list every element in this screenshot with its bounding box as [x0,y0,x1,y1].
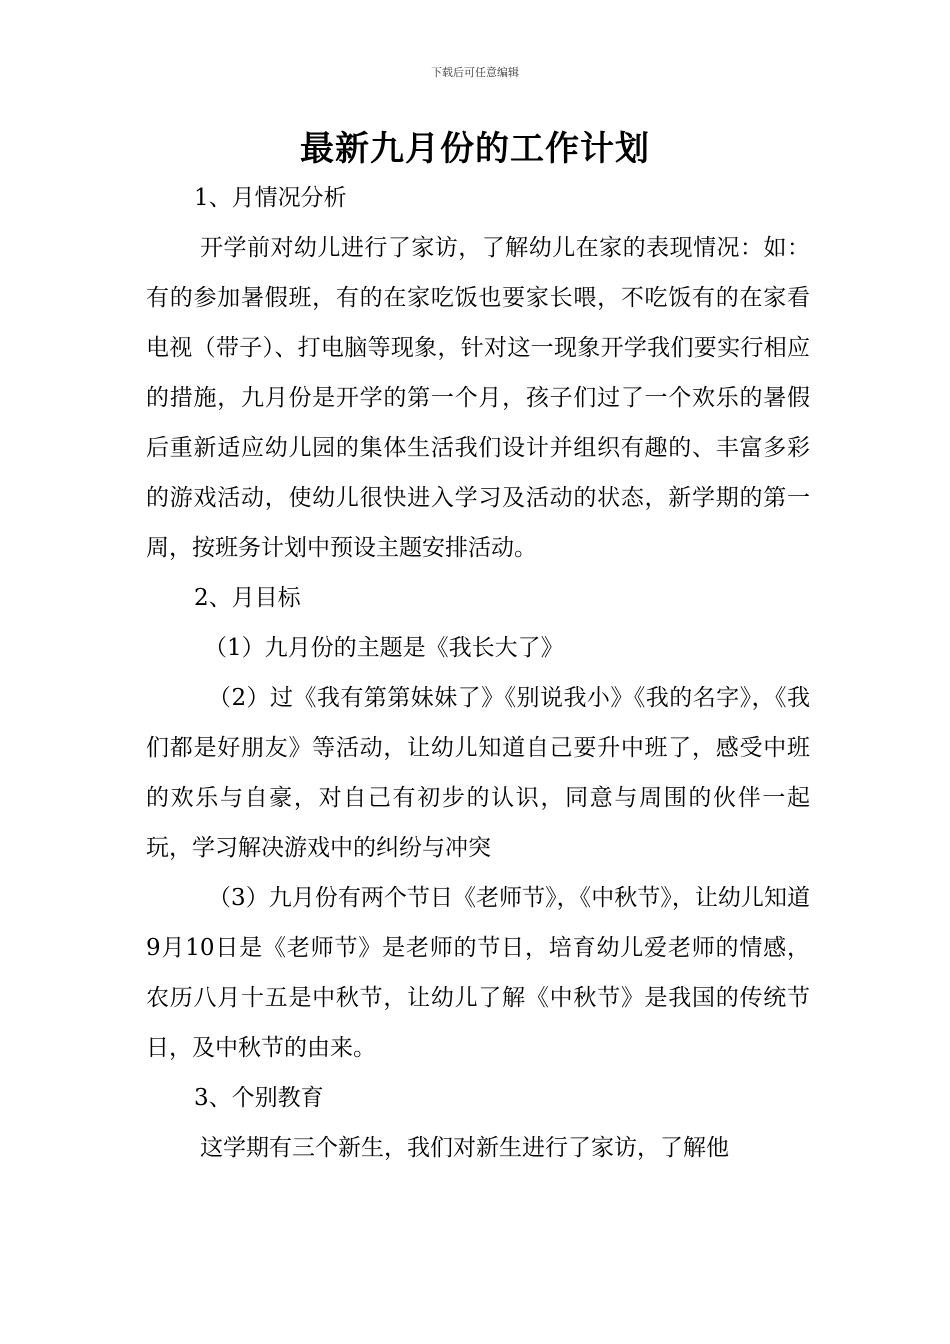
list-item: （3）九月份有两个节日《老师节》，《中秋节》，让幼儿知道9月10日是《老师节》是老师的节日，培育幼儿爱老师的情感，农历八月十五是中秋节，让幼儿了解《中秋节》是我国的传统节日，及中秋节的由来。 [146,885,810,1061]
section-heading: 2、月目标 [194,585,301,611]
section-heading: 1、月情况分析 [194,185,347,211]
section-heading: 3、个别教育 [194,1085,324,1111]
document-body [146,173,810,1173]
list-item: （2）过《我有第第妹妹了》《别说我小》《我的名字》，《我们都是好朋友》等活动，让幼儿知道自己要升中班了，感受中班的欢乐与自豪，对自己有初步的认识，同意与周围的伙伴一起玩，学习解决游戏中的纠纷与冲突 [146,685,810,861]
paragraph: 这学期有三个新生，我们对新生进行了家访，了解他 [200,1135,729,1161]
paragraph: 开学前对幼儿进行了家访，了解幼儿在家的表现情况：如：有的参加暑假班，有的在家吃饭也要家长喂，不吃饭有的在家看电视（带子）、打电脑等现象，针对这一现象开学我们要实行相应的措施，九月份是开学的第一个月，孩子们过了一个欢乐的暑假后重新适应幼儿园的集体生活我们设计并组织有趣的、丰富多彩的游戏活动，使幼儿很快进入学习及活动的状态，新学期的第一周，按班务计划中预设主题安排活动。 [146,235,810,561]
document-title: 最新九月份的工作计划 [300,129,650,169]
list-item: （1）九月份的主题是《我长大了》 [204,635,564,661]
header-note: 下载后可任意编辑 [431,66,519,79]
